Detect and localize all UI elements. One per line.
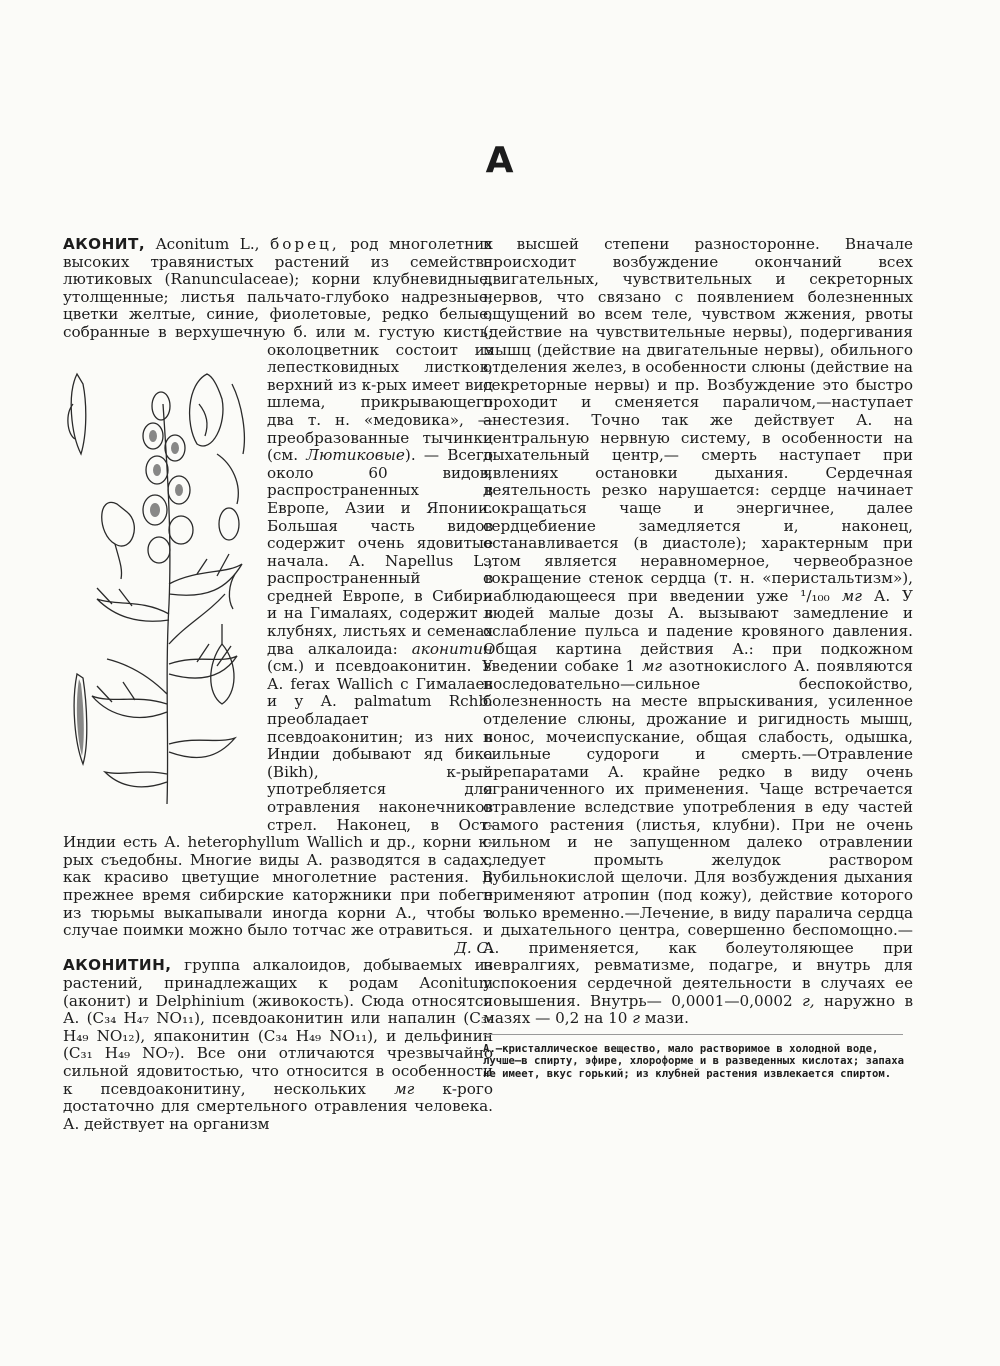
xref-aconitine[interactable]: аконитин: [411, 639, 493, 658]
right-column: [483, 236, 913, 1080]
description-text: род многолетних высоких травянистых растений из семейства лютиковых (Ranunculaceae); корни клубневидные, утолщенные; листья пальчато-глубоко надрезные; цветки желтые, синие, фиолетовые, редко белые, собранные в верхушечную б. или м. густую кисть;: [63, 235, 493, 341]
author-signature: Д. С.: [454, 938, 493, 957]
species-text: ). — Всего около 60 видов, распространенных в Европе, Азии и Японии. Большая часть видов содержит очень ядовитые начала. А. Napellus L., распространенный в средней Европе, в Сибири и на Гималаях, содержит в клубнях, листьях и семенах два алкалоида:: [267, 446, 494, 658]
action-text-4: наружно в мазях — 0,2 на 10: [483, 991, 914, 1028]
footnote-divider: [483, 1034, 903, 1035]
article-aconite: [63, 235, 494, 957]
russian-name: борец,: [270, 235, 340, 253]
unit-g-2: г: [632, 1009, 640, 1028]
section-letter-heading: А: [485, 140, 515, 181]
dose-unit: мг: [841, 586, 862, 605]
footnote: А.—кристаллическое вещество, мало растворимое в холодной воде, лучше—в спирту, эфире, хлороформе и в разведенных кислотах; запаха не имеет, вкус горький; из клубней растения извлекается спиртом.: [483, 1042, 904, 1080]
unit-g: г,: [802, 991, 815, 1010]
unit-mg-2: мг: [641, 657, 663, 676]
aconitine-text: группа алкалоидов, добываемых из растений, принадлежащих к родам Aconitum (аконит) и Delphinium (живокость). Сюда относятся А. (C₃₄ H₄₇ NO₁₁), псевдоаконитин или напалин (C₃₆ H₄₉ NO₁₂), япаконитин (C₃₄ H₄₉ NO₁₁), и дельфинин (C₃₁ H₄₉ NO₇). Все они отличаются чрезвычайно сильной ядовитостью, что относится в особенности к псевдоаконитину, нескольких: [63, 956, 493, 1098]
action-text-2: А. У людей малые дозы А. вызывают замедление и ослабление пульса и падение кровяного давления. Общая картина действия А.: при подкожном введении собаке 1: [483, 586, 914, 676]
action-text-1: в высшей степени разносторонне. Вначале происходит возбуждение окончаний всех двигательных, чувствительных и секреторных нервов, что связано с появлением болезненных ощущений во всем теле, чувством жжения, рвоты (действие на чувствительные нервы), подергивания мышц (действие на двигательные нервы), обильного отделения желез, в особенности слюны (действие на секреторные нервы) и пр. Возбуждение это быстро проходит и сменяется параличом,—наступает анестезия. Точно так же действует А. на центральную нервную систему, в особенности на дыхательный центр,— смерть наступает при явлениях остановки дыхания. Сердечная деятельность резко нарушается: сердце начинает сокращаться чаще и энергичнее, далее сердцебиение замедляется и, наконец, останавливается (в диастоле); характерным при этом является неравномерное, червеобразное сокращение стенок сердца (т. н. «перистальтизм»), наблюдающееся при введении уже: [483, 235, 913, 605]
headword-aconite: АКОНИТ,: [63, 235, 146, 253]
aconitine-continuation: [483, 236, 913, 1028]
aconite-plant-illustration: [57, 344, 259, 814]
dose-fraction: ¹/₁₀₀: [800, 586, 830, 605]
aconitine-text-cont: к-рого достаточно для смертельного отравления человека. А. действует на организм: [63, 1079, 494, 1133]
perianth-text: околоцветник состоит из лепестковидных листков, верхний из к-рых имеет вид шлема, прикрывающего два т. н. «медовика», — преобразованные тычинки (см.: [267, 340, 493, 465]
headword-aconitine: АКОНИТИН,: [63, 956, 172, 975]
xref-ranunculaceae[interactable]: Лютиковые: [306, 446, 405, 465]
article-aconitine: [63, 957, 493, 1133]
action-text-5: мази.: [644, 1009, 689, 1028]
action-text-3: азотнокислого А. появляются последовательно—сильное беспокойство, болезненность на месте впрыскивания, усиленное отделение слюны, дрожание и ригидность мышц, понос, мочеиспускание, общая слабость, одышка, сильные судороги и смерть.—Отравление препаратами А. крайне редко в виду очень ограниченного их применения. Чаще встречается отравление вследствие употребления в еду частей самого растения (листья, клубни). При не очень сильном и не запущенном далеко отравлении следует промыть желудок раствором дубильнокислой щелочи. Для возбуждения дыхания применяют атропин (под кожу), действие которого только временно.—Лечение, в виду паралича сердца и дыхательного центра, совершенно беспомощно.—А. применяется, как болеутоляющее при невралгиях, ревматизме, подагре, и внутрь для успокоения сердечной деятельности в случаях ее повышения. Внутрь— 0,0001—0,0002: [483, 657, 914, 1010]
species-text-cont: (см.) и псевдоаконитин. У А. ferax Wallich с Гималаев и у А. palmatum Rchb. преобладает псевдоаконитин; из них в Индии добывают яд бика (Bikh), к-рый употребляется для отравления наконечников стрел. Наконец, в Ост-Индии есть А. heterophyllum Wallich и др., корни к-рых съедобны. Многие виды А. разводятся в садах, как красиво цветущие многолетние растения. В прежнее время сибирские каторжники при побеге из тюрьмы выкапывали иногда корни А., чтобы в случае поимки можно было тотчас же отравиться.: [63, 657, 493, 940]
unit-mg: мг: [394, 1079, 415, 1098]
latin-name: Aconitum L.,: [155, 235, 260, 253]
left-column: [63, 236, 493, 1133]
